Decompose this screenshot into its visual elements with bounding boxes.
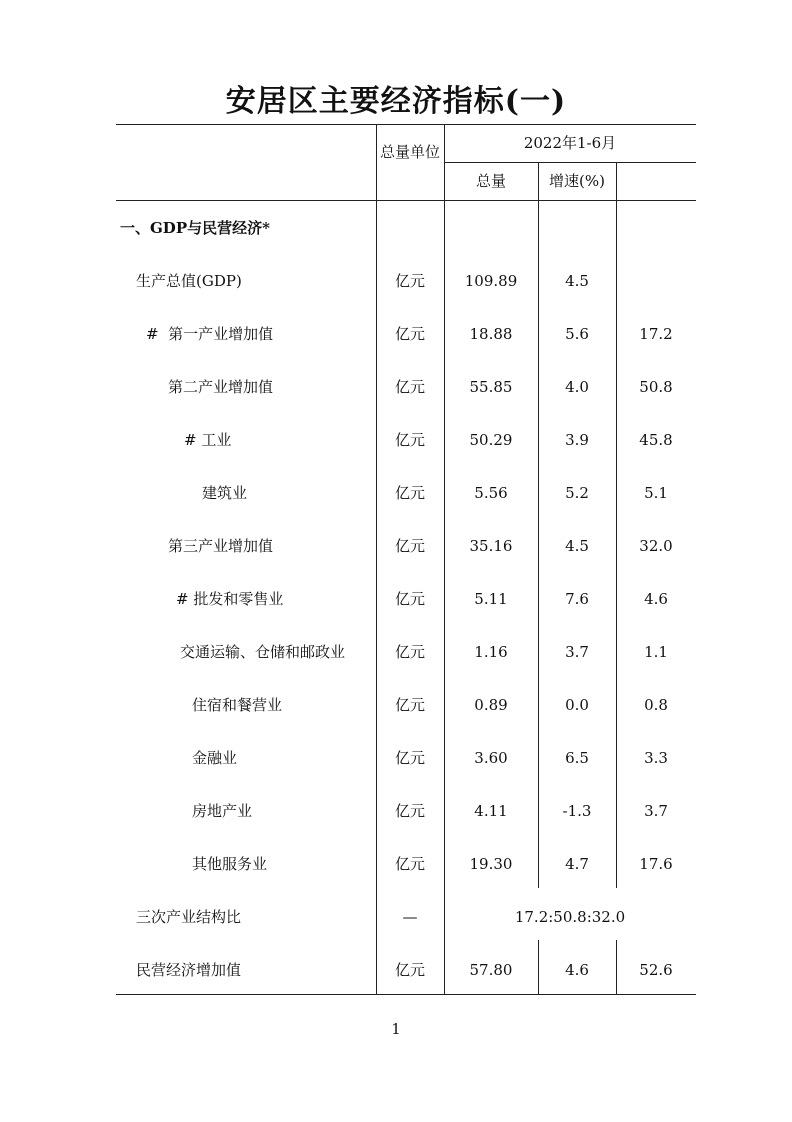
header-total: 总量 — [475, 172, 506, 190]
row-unit: 亿元 — [394, 643, 425, 661]
row-unit: 亿元 — [394, 696, 425, 714]
row-name: 第三产业增加值 — [168, 537, 274, 555]
row-name: 金融业 — [192, 749, 238, 767]
row-total: 1.16 — [474, 643, 508, 661]
row-total: 55.85 — [469, 378, 513, 396]
row-name: 建筑业 — [202, 484, 248, 502]
row-growth: 4.5 — [565, 272, 589, 290]
row-total: 0.89 — [474, 696, 508, 714]
row-share: 17.6 — [639, 855, 673, 873]
row-name: 住宿和餐营业 — [192, 696, 283, 714]
page-number: 1 — [391, 1020, 401, 1038]
row-unit: 亿元 — [394, 802, 425, 820]
row-growth: 0.0 — [565, 696, 589, 714]
row-unit: 亿元 — [394, 484, 425, 502]
row-total: 3.60 — [474, 749, 508, 767]
row-name: # 工业 — [184, 431, 232, 449]
row-name: 交通运输、仓储和邮政业 — [180, 643, 346, 661]
row-unit: 亿元 — [394, 272, 425, 290]
row-total: 18.88 — [469, 325, 513, 343]
row-total: 57.80 — [469, 961, 513, 979]
row-name: 其他服务业 — [192, 855, 268, 873]
row-growth: 4.6 — [565, 961, 589, 979]
structure-ratio: 17.2:50.8:32.0 — [514, 908, 626, 926]
row-growth: 4.5 — [565, 537, 589, 555]
row-share: 45.8 — [639, 431, 673, 449]
row-growth: -1.3 — [562, 802, 592, 820]
row-name: # 批发和零售业 — [176, 590, 284, 608]
row-total: 5.11 — [474, 590, 508, 608]
row-growth: 7.6 — [565, 590, 589, 608]
row-name: 房地产业 — [192, 802, 253, 820]
row-name: 三次产业结构比 — [136, 908, 242, 926]
row-growth: 5.6 — [565, 325, 589, 343]
header-growth: 增速(%) — [549, 172, 605, 190]
row-unit: 亿元 — [394, 325, 425, 343]
row-total: 35.16 — [469, 537, 513, 555]
row-unit: 亿元 — [394, 855, 425, 873]
row-growth: 4.0 — [565, 378, 589, 396]
document-title: 安居区主要经济指标(一) — [225, 84, 567, 119]
table-bottom-rule — [116, 994, 696, 995]
row-name: 第二产业增加值 — [168, 378, 274, 396]
row-growth: 4.7 — [565, 855, 589, 873]
row-share: 52.6 — [639, 961, 673, 979]
row-share: 4.6 — [644, 590, 668, 608]
row-unit: 亿元 — [394, 537, 425, 555]
row-total: 5.56 — [474, 484, 508, 502]
row-unit: 亿元 — [394, 961, 425, 979]
row-growth: 3.7 — [565, 643, 589, 661]
row-unit: 亿元 — [394, 431, 425, 449]
row-total: 4.11 — [474, 802, 508, 820]
row-share: 3.3 — [644, 749, 668, 767]
header-mid-rule — [444, 162, 696, 163]
row-total: 50.29 — [469, 431, 513, 449]
row-name: 民营经济增加值 — [136, 961, 242, 979]
row-section-title: 一、GDP与民营经济* — [120, 219, 270, 237]
row-share: 0.8 — [644, 696, 668, 714]
row-share: 50.8 — [639, 378, 673, 396]
row-growth: 6.5 — [565, 749, 589, 767]
row-share: 32.0 — [639, 537, 673, 555]
row-total: 19.30 — [469, 855, 513, 873]
row-total: 109.89 — [464, 272, 518, 290]
row-share: 17.2 — [639, 325, 673, 343]
row-unit: — — [402, 908, 418, 926]
row-unit: 亿元 — [394, 378, 425, 396]
row-growth: 3.9 — [565, 431, 589, 449]
header-bottom-rule — [116, 200, 696, 201]
header-unit-label: 总量单位 — [379, 143, 440, 161]
header-period: 2022年1-6月 — [523, 134, 617, 152]
indicators-table — [116, 124, 696, 996]
row-name: # 第一产业增加值 — [146, 325, 274, 343]
row-share: 3.7 — [644, 802, 668, 820]
row-share: 1.1 — [644, 643, 668, 661]
table-top-rule — [116, 124, 696, 125]
row-unit: 亿元 — [394, 590, 425, 608]
row-unit: 亿元 — [394, 749, 425, 767]
row-share: 5.1 — [644, 484, 668, 502]
row-name: 生产总值(GDP) — [136, 272, 242, 290]
row-growth: 5.2 — [565, 484, 589, 502]
growth-col-right-rule-upper — [616, 162, 617, 888]
